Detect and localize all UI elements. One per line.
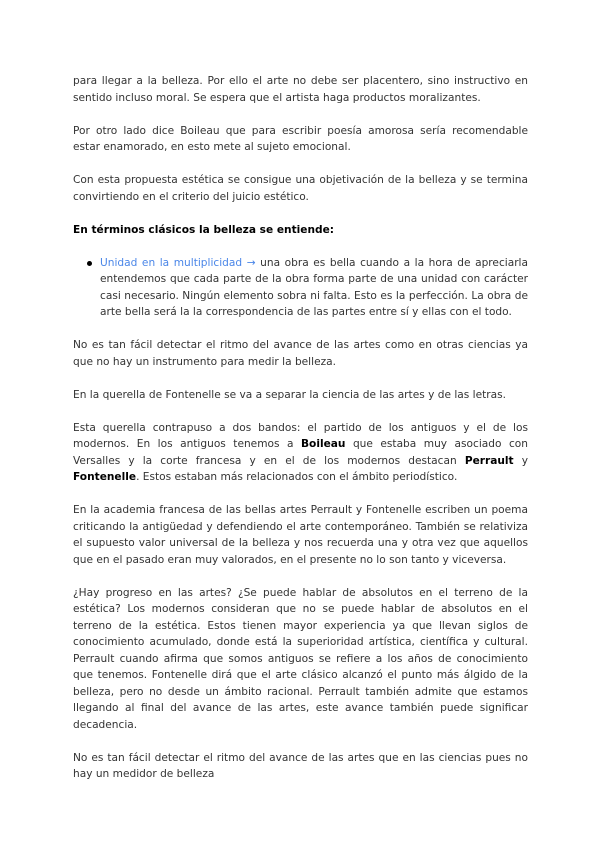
- paragraph-progreso-artes: ¿Hay progreso en las artes? ¿Se puede hablar de absolutos en el terreno de la estética? Los modernos consideran que no se puede hablar de absolutos en el terreno de la estética. Estos tienen mayor experiencia ya que llevan siglos de conocimiento acumulado, donde está la superioridad artística, científica y cultural. Perrault cuando afirma que somos antiguos se refiere a los años de conocimiento que tenemos. Fontenelle dirá que el arte clásico alcanzó el punto más álgido de la belleza, pero no desde un ámbito racional. Perrault también admite que estamos llegando al final del avance de las artes, este avance también puede significar decadencia.: [73, 586, 528, 731]
- p6-text-c: . Estos estaban más relacionados con el ámbito periodístico.: [136, 471, 458, 483]
- p6-text-b: que estaba muy asociado con Versalles y la corte francesa y en el de los modernos destacan: [73, 438, 528, 467]
- paragraph-medidor-belleza: No es tan fácil detectar el ritmo del avance de las artes que en las ciencias pues no hay un medidor de belleza: [73, 751, 528, 780]
- fontenelle-bold: Fontenelle: [73, 471, 137, 483]
- paragraph-arte-instructivo: para llegar a la belleza. Por ello el arte no debe ser placentero, sino instructivo en sentido incluso moral. Se espera que el artista haga productos moralizantes.: [73, 75, 528, 104]
- paragraph-objetivacion: Con esta propuesta estética se consigue una objetivación de la belleza y se termina convirtiendo en el criterio del juicio estético.: [73, 174, 528, 203]
- bullet-list: [73, 255, 528, 321]
- paragraph-boileau-poesia: Por otro lado dice Boileau que para escribir poesía amorosa sería recomendable estar enamorado, en esto mete al sujeto emocional.: [73, 124, 528, 153]
- paragraph-querella-fontenelle: En la querella de Fontenelle se va a separar la ciencia de las artes y de las letras.: [73, 388, 507, 401]
- bullet-dot-icon: [87, 261, 92, 266]
- p6-text-a: Esta querella contrapuso a dos bandos: el partido de los antiguos y el de los modernos. En los antiguos tenemos a: [73, 421, 528, 450]
- bullet-text: una obra es bella cuando a la hora de apreciarla entendemos que cada parte de la obra forma parte de una unidad con carácter casi necesario. Ningún elemento sobra ni falta. Esto es la perfección. La obra de arte bella será la la correspondencia de las partes entre sí y ellas con el todo.: [100, 256, 528, 318]
- p6-text-y: y: [513, 454, 528, 467]
- section-heading: En términos clásicos la belleza se entiende:: [73, 223, 334, 236]
- paragraph-academia-francesa: En la academia francesa de las bellas artes Perrault y Fontenelle escriben un poema criticando la antigüedad y defendiendo el arte contemporáneo. También se relativiza el supuesto valor universal de la belleza y nos recuerda una y otra vez que aquellos que en el pasado eran muy valorados, en el presente no lo son tanto y viceversa.: [73, 504, 528, 566]
- perrault-bold: Perrault: [464, 454, 514, 467]
- paragraph-dos-bandos: [73, 420, 528, 486]
- list-item: [73, 255, 528, 321]
- boileau-bold: Boileau: [300, 438, 346, 450]
- unidad-link[interactable]: Unidad en la multiplicidad →: [100, 256, 256, 269]
- paragraph-ritmo-avance: No es tan fácil detectar el ritmo del avance de las artes como en otras ciencias ya que no hay un instrumento para medir la belleza.: [73, 339, 528, 368]
